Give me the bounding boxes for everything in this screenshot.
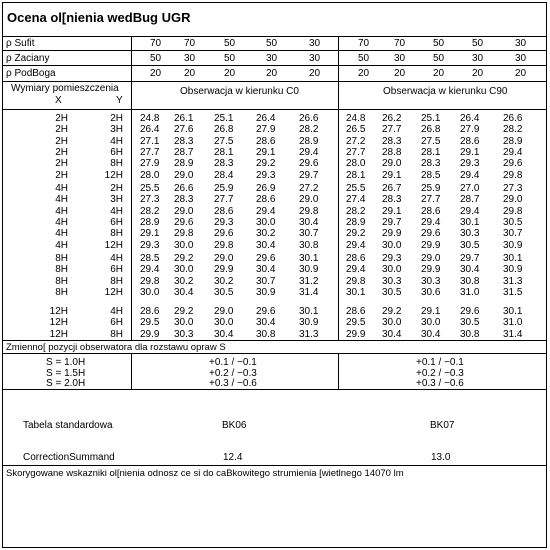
row-y-dimension: 2H (110, 183, 123, 194)
ugr-c90-value: 29.4 (421, 216, 441, 228)
ugr-c0-value: 26.1 (174, 113, 194, 124)
ugr-c0-value: 26.9 (256, 183, 276, 194)
ugr-c0-value: 29.6 (174, 216, 194, 228)
reflectance-c90-value: 50 (358, 53, 370, 64)
correction-c0: 12.4 (223, 452, 243, 463)
reflectance-c0-value: 50 (224, 53, 236, 64)
ugr-c0-value: 27.6 (174, 124, 194, 136)
reflectance-c90-value: 20 (472, 68, 484, 79)
ugr-c0-value: 30.4 (256, 317, 276, 329)
ugr-c90-value: 27.4 (346, 194, 366, 206)
row-x-dimension: 4H (55, 183, 68, 194)
ugr-c90-value: 31.5 (503, 286, 523, 298)
reflectance-c90-value: 20 (433, 68, 445, 79)
ugr-c90-value: 28.6 (460, 135, 480, 147)
ugr-c90-value: 30.0 (382, 239, 402, 251)
reflectance-c0-value: 50 (224, 38, 236, 49)
ugr-c0-value: 26.6 (299, 113, 319, 124)
ugr-c0-value: 28.2 (140, 205, 160, 217)
ugr-c90-value: 29.4 (346, 239, 366, 251)
ugr-c0-value: 30.0 (140, 286, 160, 298)
ugr-c90-value: 29.2 (382, 306, 402, 317)
ugr-c90-value: 30.4 (382, 328, 402, 340)
ugr-c90-value: 29.4 (503, 146, 523, 158)
c90-heading: Obserwacja w kierunku C90 (383, 86, 508, 97)
ugr-c90-value: 28.6 (346, 306, 366, 317)
reflectance-c0-value: 20 (184, 68, 196, 79)
row-y-dimension: 8H (110, 328, 123, 340)
rule-header (3, 109, 546, 110)
ugr-c90-value: 29.9 (421, 239, 441, 251)
ugr-c90-value: 30.1 (503, 253, 523, 264)
ugr-c0-value: 28.0 (140, 169, 160, 181)
ugr-c0-value: 29.9 (140, 328, 160, 340)
ugr-c0-value: 30.0 (256, 216, 276, 228)
ugr-c90-value: 30.0 (421, 317, 441, 329)
ugr-c90-value: 27.7 (421, 194, 441, 206)
ugr-c0-value: 25.9 (214, 183, 234, 194)
ugr-c0-value: 26.8 (214, 124, 234, 136)
ugr-c90-value: 29.3 (460, 158, 480, 170)
reflectance-c0-value: 20 (150, 68, 162, 79)
ugr-c0-value: 30.5 (214, 286, 234, 298)
ugr-c0-value: 29.2 (256, 158, 276, 170)
row-x-dimension: 2H (55, 158, 68, 170)
ugr-c0-value: 28.4 (214, 169, 234, 181)
row-y-dimension: 6H (110, 264, 123, 276)
ugr-c90-value: 30.0 (382, 317, 402, 329)
ugr-c90-value: 29.6 (460, 306, 480, 317)
ugr-c90-value: 30.7 (503, 228, 523, 240)
ugr-c0-value: 29.0 (299, 194, 319, 206)
ugr-c0-value: 29.0 (214, 253, 234, 264)
row-x-dimension: 8H (55, 286, 68, 298)
ugr-c0-value: 30.4 (214, 328, 234, 340)
ugr-c90-value: 29.7 (382, 216, 402, 228)
variation-c0-value: +0.1 / −0.1 (209, 357, 257, 368)
ugr-c0-value: 27.7 (214, 194, 234, 206)
ugr-c90-value: 27.9 (460, 124, 480, 136)
ugr-c90-value: 29.9 (346, 328, 366, 340)
ugr-c0-value: 24.8 (140, 113, 160, 124)
ugr-c0-value: 29.8 (174, 228, 194, 240)
ugr-c90-value: 30.9 (503, 239, 523, 251)
row-x-dimension: 4H (55, 216, 68, 228)
ugr-c90-value: 30.3 (421, 275, 441, 287)
row-x-dimension: 2H (55, 135, 68, 147)
ugr-c0-value: 29.6 (214, 228, 234, 240)
ugr-c90-value: 26.8 (421, 124, 441, 136)
col-divider-middle (338, 36, 339, 340)
ugr-c90-value: 29.0 (421, 253, 441, 264)
ugr-c0-value: 29.6 (299, 158, 319, 170)
ugr-c0-value: 30.4 (174, 286, 194, 298)
rule-variation-heading (3, 353, 546, 354)
ugr-c90-value: 30.1 (346, 286, 366, 298)
ugr-c90-value: 30.4 (421, 328, 441, 340)
y-axis-label: Y (116, 95, 123, 106)
reflectance-c0-value: 30 (309, 38, 321, 49)
reflectance-c90-value: 30 (394, 53, 406, 64)
reflectance-label: ρ Sufit (6, 38, 35, 49)
ugr-c90-value: 30.5 (503, 216, 523, 228)
row-y-dimension: 3H (110, 194, 123, 206)
row-x-dimension: 2H (55, 146, 68, 158)
reflectance-c90-value: 50 (472, 38, 484, 49)
row-y-dimension: 3H (110, 124, 123, 136)
ugr-c0-value: 27.9 (140, 158, 160, 170)
room-dimensions-label: Wymiary pomieszczenia (11, 83, 119, 94)
ugr-c0-value: 30.0 (214, 317, 234, 329)
variation-c90-value: +0.1 / −0.1 (416, 357, 464, 368)
ugr-c90-value: 27.2 (346, 135, 366, 147)
ugr-c0-value: 29.9 (214, 264, 234, 276)
ugr-c0-value: 28.3 (214, 158, 234, 170)
ugr-c90-value: 30.1 (503, 306, 523, 317)
ugr-c90-value: 29.1 (460, 146, 480, 158)
row-x-dimension: 8H (55, 264, 68, 276)
ugr-c90-value: 30.5 (460, 239, 480, 251)
ugr-c90-value: 29.1 (382, 205, 402, 217)
reflectance-c0-value: 20 (266, 68, 278, 79)
variation-spacing-label: S = 1.5H (46, 367, 86, 379)
ugr-c0-value: 29.0 (174, 169, 194, 181)
ugr-c90-value: 26.2 (382, 113, 402, 124)
ugr-c0-value: 29.0 (174, 205, 194, 217)
reflectance-c0-value: 50 (266, 38, 278, 49)
ugr-c90-value: 29.1 (382, 169, 402, 181)
reflectance-c90-value: 20 (394, 68, 406, 79)
ugr-c0-value: 30.0 (174, 239, 194, 251)
ugr-c90-value: 30.6 (421, 286, 441, 298)
ugr-c0-value: 28.6 (256, 194, 276, 206)
ugr-c0-value: 30.4 (256, 264, 276, 276)
ugr-c90-value: 28.3 (382, 135, 402, 147)
standard-table-c90: BK07 (430, 420, 455, 431)
ugr-c90-value: 28.1 (346, 169, 366, 181)
row-x-dimension: 2H (55, 113, 68, 124)
ugr-c90-value: 28.7 (460, 194, 480, 206)
ugr-c0-value: 29.3 (214, 216, 234, 228)
reflectance-c90-value: 20 (515, 68, 527, 79)
ugr-c0-value: 27.9 (256, 124, 276, 136)
ugr-c90-value: 28.6 (421, 205, 441, 217)
ugr-c0-value: 30.2 (214, 275, 234, 287)
reflectance-label: ρ Zaciany (6, 53, 50, 64)
rule-ref-1 (3, 50, 546, 51)
row-y-dimension: 8H (110, 158, 123, 170)
variation-c90-value: +0.2 / −0.3 (416, 367, 464, 379)
row-y-dimension: 6H (110, 216, 123, 228)
ugr-c90-value: 28.3 (382, 194, 402, 206)
correction-label: CorrectionSummand (23, 452, 115, 463)
ugr-c90-value: 29.6 (421, 228, 441, 240)
ugr-c90-value: 28.2 (346, 205, 366, 217)
ugr-c0-value: 30.9 (299, 264, 319, 276)
ugr-c0-value: 26.6 (174, 183, 194, 194)
x-axis-label: X (55, 95, 62, 106)
ugr-c90-value: 26.4 (460, 113, 480, 124)
variation-divider-left (131, 353, 132, 389)
ugr-c90-value: 29.7 (460, 253, 480, 264)
variation-heading: Zmienno[ pozycji obserwatora dla rozstawu opraw S (6, 342, 226, 353)
row-y-dimension: 8H (110, 228, 123, 240)
ugr-c0-value: 29.8 (140, 275, 160, 287)
row-y-dimension: 12H (104, 286, 123, 298)
ugr-c0-value: 27.2 (299, 183, 319, 194)
ugr-c90-value: 28.2 (503, 124, 523, 136)
reflectance-c0-value: 30 (184, 53, 196, 64)
row-x-dimension: 8H (55, 253, 68, 264)
ugr-c0-value: 29.8 (214, 239, 234, 251)
c0-heading: Obserwacja w kierunku C0 (180, 86, 299, 97)
ugr-c90-value: 29.4 (460, 169, 480, 181)
ugr-c0-value: 28.1 (214, 146, 234, 158)
ugr-c0-value: 28.9 (140, 216, 160, 228)
ugr-c0-value: 27.7 (140, 146, 160, 158)
ugr-c90-value: 25.9 (421, 183, 441, 194)
ugr-c90-value: 30.0 (382, 264, 402, 276)
ugr-c90-value: 24.8 (346, 113, 366, 124)
variation-spacing-label: S = 1.0H (46, 357, 86, 368)
ugr-c90-value: 30.4 (460, 264, 480, 276)
ugr-c90-value: 30.5 (382, 286, 402, 298)
ugr-c90-value: 26.6 (503, 113, 523, 124)
ugr-c90-value: 31.4 (503, 328, 523, 340)
ugr-c0-value: 31.4 (299, 286, 319, 298)
ugr-c0-value: 29.7 (299, 169, 319, 181)
ugr-c0-value: 29.6 (256, 253, 276, 264)
row-y-dimension: 8H (110, 275, 123, 287)
ugr-c90-value: 31.3 (503, 275, 523, 287)
reflectance-c0-value: 20 (224, 68, 236, 79)
ugr-c90-value: 28.3 (421, 158, 441, 170)
row-y-dimension: 4H (110, 306, 123, 317)
row-y-dimension: 4H (110, 205, 123, 217)
ugr-c90-value: 28.6 (346, 253, 366, 264)
ugr-c90-value: 28.8 (382, 146, 402, 158)
variation-c0-value: +0.2 / −0.3 (209, 367, 257, 379)
ugr-c90-value: 29.9 (382, 228, 402, 240)
ugr-c90-value: 30.3 (382, 275, 402, 287)
ugr-c0-value: 26.4 (256, 113, 276, 124)
ugr-c0-value: 30.9 (256, 286, 276, 298)
reflectance-c0-value: 70 (184, 38, 196, 49)
reflectance-c90-value: 50 (433, 53, 445, 64)
reflectance-c0-value: 20 (309, 68, 321, 79)
ugr-c90-value: 29.4 (346, 264, 366, 276)
ugr-c90-value: 30.8 (460, 275, 480, 287)
row-y-dimension: 6H (110, 146, 123, 158)
document-title: Ocena ol[nienia wedBug UGR (7, 10, 191, 25)
ugr-c90-value: 27.7 (382, 124, 402, 136)
reflectance-c90-value: 30 (515, 53, 527, 64)
row-x-dimension: 4H (55, 239, 68, 251)
row-y-dimension: 12H (104, 239, 123, 251)
ugr-c90-value: 29.8 (503, 169, 523, 181)
rule-top (3, 36, 546, 37)
variation-c90-value: +0.3 / −0.6 (416, 378, 464, 389)
ugr-c0-value: 30.7 (256, 275, 276, 287)
ugr-c0-value: 29.2 (174, 306, 194, 317)
ugr-c0-value: 29.2 (174, 253, 194, 264)
ugr-c90-value: 26.5 (346, 124, 366, 136)
ugr-c90-value: 30.8 (460, 328, 480, 340)
ugr-c0-value: 30.1 (299, 253, 319, 264)
ugr-c0-value: 27.3 (140, 194, 160, 206)
ugr-c90-value: 30.3 (460, 228, 480, 240)
row-x-dimension: 2H (55, 169, 68, 181)
ugr-c0-value: 29.3 (256, 169, 276, 181)
ugr-c0-value: 29.4 (299, 146, 319, 158)
ugr-c90-value: 30.1 (460, 216, 480, 228)
reflectance-c0-value: 30 (309, 53, 321, 64)
ugr-c0-value: 30.8 (256, 328, 276, 340)
row-x-dimension: 2H (55, 124, 68, 136)
ugr-c0-value: 30.9 (299, 317, 319, 329)
variation-c0-value: +0.3 / −0.6 (209, 378, 257, 389)
footnote: Skorygowane wskazniki ol[nienia odnosz ce si do caBkowitego strumienia [wietlnego 14070 lm (6, 468, 404, 479)
ugr-c90-value: 29.2 (346, 228, 366, 240)
standard-table-c0: BK06 (222, 420, 247, 431)
rule-ref-2 (3, 65, 546, 66)
row-y-dimension: 6H (110, 317, 123, 329)
reflectance-c90-value: 30 (472, 53, 484, 64)
ugr-c90-value: 29.0 (382, 158, 402, 170)
row-x-dimension: 12H (49, 317, 68, 329)
ugr-c0-value: 29.0 (214, 306, 234, 317)
reflectance-c0-value: 50 (150, 53, 162, 64)
rule-correction-end (3, 465, 546, 466)
row-y-dimension: 12H (104, 169, 123, 181)
row-x-dimension: 8H (55, 275, 68, 287)
ugr-c90-value: 29.0 (503, 194, 523, 206)
ugr-c0-value: 31.3 (299, 328, 319, 340)
ugr-c0-value: 28.6 (256, 135, 276, 147)
ugr-c90-value: 28.9 (503, 135, 523, 147)
reflectance-c90-value: 50 (433, 38, 445, 49)
ugr-c90-value: 25.1 (421, 113, 441, 124)
ugr-c0-value: 29.4 (256, 205, 276, 217)
ugr-c0-value: 31.2 (299, 275, 319, 287)
ugr-c0-value: 28.5 (140, 253, 160, 264)
ugr-c0-value: 25.5 (140, 183, 160, 194)
ugr-c0-value: 30.1 (299, 306, 319, 317)
ugr-c90-value: 27.0 (460, 183, 480, 194)
ugr-c0-value: 30.8 (299, 239, 319, 251)
ugr-c0-value: 28.6 (214, 205, 234, 217)
ugr-c90-value: 29.9 (421, 264, 441, 276)
ugr-c90-value: 29.4 (460, 205, 480, 217)
ugr-c90-value: 25.5 (346, 183, 366, 194)
row-x-dimension: 4H (55, 194, 68, 206)
ugr-c90-value: 29.1 (421, 306, 441, 317)
ugr-c0-value: 29.3 (140, 239, 160, 251)
ugr-c0-value: 28.3 (174, 194, 194, 206)
ugr-c0-value: 27.5 (214, 135, 234, 147)
ugr-c0-value: 30.4 (256, 239, 276, 251)
ugr-document (2, 2, 547, 548)
ugr-c0-value: 26.4 (140, 124, 160, 136)
row-x-dimension: 4H (55, 205, 68, 217)
reflectance-c90-value: 70 (358, 38, 370, 49)
correction-c90: 13.0 (431, 452, 451, 463)
ugr-c90-value: 29.3 (382, 253, 402, 264)
ugr-c0-value: 30.3 (174, 328, 194, 340)
ugr-c90-value: 29.8 (346, 275, 366, 287)
variation-divider-middle (338, 353, 339, 389)
ugr-c90-value: 27.3 (503, 183, 523, 194)
rule-ref-3 (3, 81, 546, 82)
ugr-c0-value: 30.2 (256, 228, 276, 240)
ugr-c0-value: 30.7 (299, 228, 319, 240)
reflectance-c90-value: 20 (358, 68, 370, 79)
ugr-c0-value: 29.1 (256, 146, 276, 158)
ugr-c0-value: 28.7 (174, 146, 194, 158)
ugr-c0-value: 29.6 (256, 306, 276, 317)
ugr-c90-value: 30.5 (460, 317, 480, 329)
ugr-c90-value: 27.7 (346, 146, 366, 158)
ugr-c90-value: 31.0 (503, 317, 523, 329)
reflectance-c0-value: 30 (266, 53, 278, 64)
ugr-c0-value: 30.4 (299, 216, 319, 228)
reflectance-c90-value: 70 (394, 38, 406, 49)
ugr-c90-value: 26.7 (382, 183, 402, 194)
ugr-c90-value: 29.8 (503, 205, 523, 217)
ugr-c0-value: 28.2 (299, 124, 319, 136)
ugr-c0-value: 27.1 (140, 135, 160, 147)
ugr-c0-value: 30.2 (174, 275, 194, 287)
row-x-dimension: 4H (55, 228, 68, 240)
variation-spacing-label: S = 2.0H (46, 378, 86, 389)
ugr-c90-value: 30.9 (503, 264, 523, 276)
ugr-c0-value: 28.6 (140, 306, 160, 317)
row-y-dimension: 4H (110, 253, 123, 264)
ugr-c0-value: 29.4 (140, 264, 160, 276)
ugr-c0-value: 30.0 (174, 264, 194, 276)
standard-table-label: Tabela standardowa (23, 420, 113, 431)
row-y-dimension: 2H (110, 113, 123, 124)
ugr-c0-value: 25.1 (214, 113, 234, 124)
reflectance-c0-value: 70 (150, 38, 162, 49)
ugr-c90-value: 27.5 (421, 135, 441, 147)
row-y-dimension: 4H (110, 135, 123, 147)
ugr-c90-value: 31.0 (460, 286, 480, 298)
ugr-c0-value: 28.3 (174, 135, 194, 147)
ugr-c0-value: 28.9 (174, 158, 194, 170)
reflectance-label: ρ PodBoga (6, 68, 56, 79)
ugr-c90-value: 29.6 (503, 158, 523, 170)
row-x-dimension: 12H (49, 328, 68, 340)
ugr-c90-value: 28.5 (421, 169, 441, 181)
ugr-c0-value: 29.1 (140, 228, 160, 240)
ugr-c90-value: 28.1 (421, 146, 441, 158)
ugr-c90-value: 29.5 (346, 317, 366, 329)
ugr-c90-value: 28.0 (346, 158, 366, 170)
ugr-c0-value: 29.5 (140, 317, 160, 329)
ugr-c90-value: 28.9 (346, 216, 366, 228)
ugr-c0-value: 29.8 (299, 205, 319, 217)
row-x-dimension: 12H (49, 306, 68, 317)
reflectance-c90-value: 30 (515, 38, 527, 49)
ugr-c0-value: 28.9 (299, 135, 319, 147)
col-divider-left (131, 36, 132, 340)
ugr-c0-value: 30.0 (174, 317, 194, 329)
